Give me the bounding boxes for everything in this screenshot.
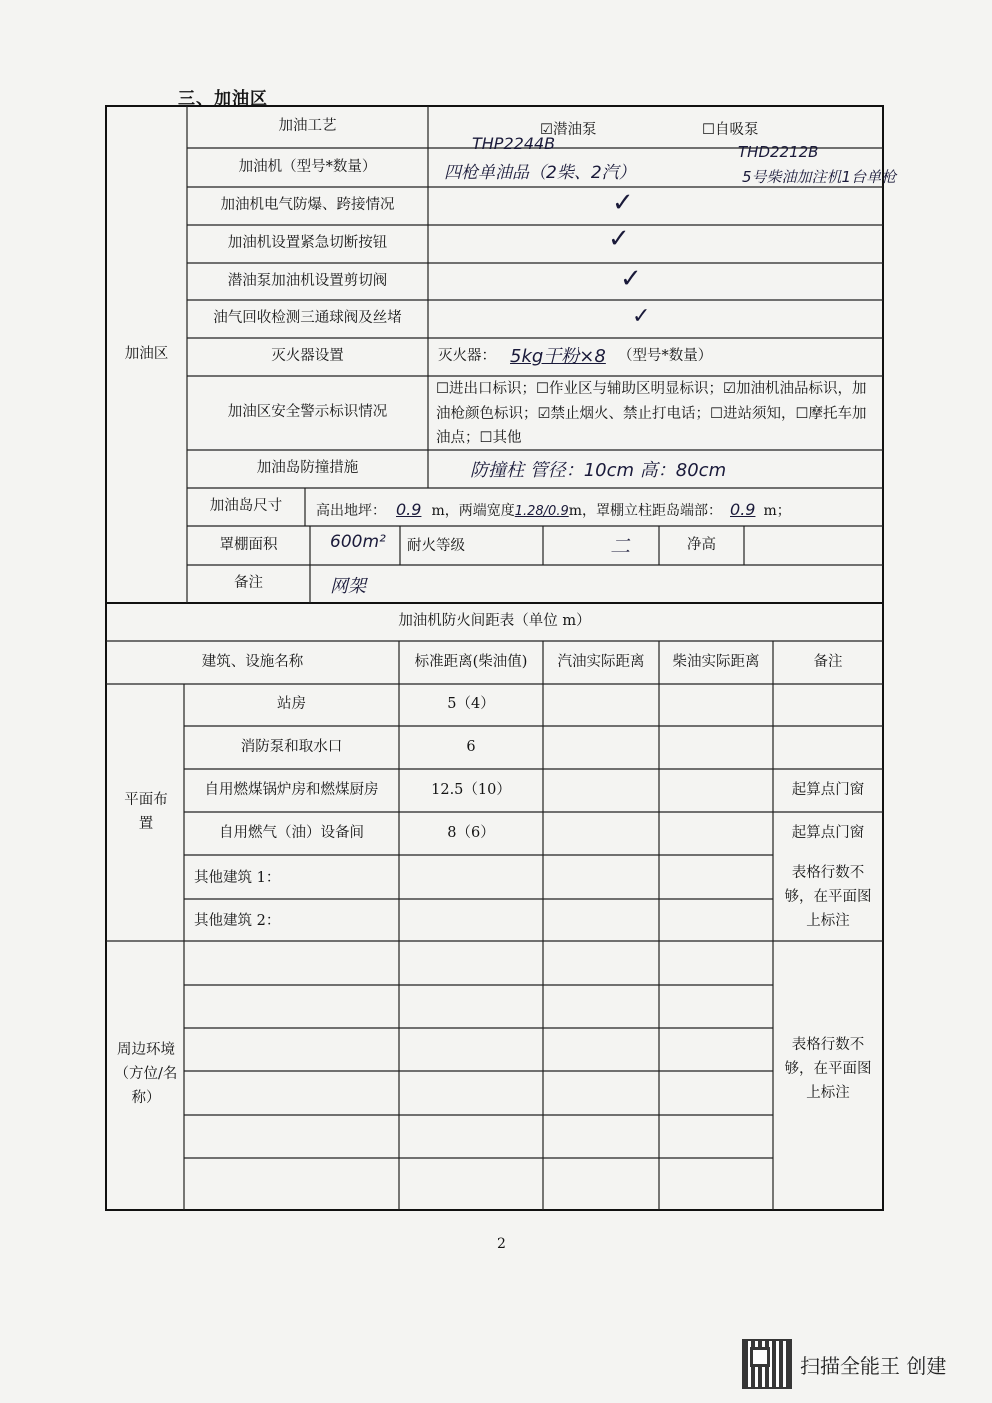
other-buildings-note: 表格行数不够，在平面图上标注 <box>784 865 872 929</box>
header-standard: 标准距离(柴油值) <box>414 653 528 670</box>
island-column-value: 0.9 <box>730 500 756 519</box>
remark-value: 网架 <box>330 576 366 597</box>
island-size-label: 加油岛尺寸 <box>209 498 283 515</box>
island-width-label: m，两端宽度 <box>431 503 515 519</box>
extinguisher-prefix: 灭火器： <box>438 348 496 364</box>
canopy-area-value: 600m² <box>330 532 386 552</box>
extinguisher-value: 5kg干粉×8 <box>510 346 606 367</box>
group-plan-layout: 平面布置 <box>124 792 168 832</box>
explosion-label: 加油机电气防爆、跨接情况 <box>220 197 395 214</box>
table-cell-remark: 起算点门窗 <box>791 824 865 841</box>
fire-rating-value: 二 <box>610 534 630 558</box>
section-title: 三、加油区 <box>178 89 268 109</box>
watermark-text: 扫描全能王 创建 <box>800 1353 947 1378</box>
island-height-label: 高出地坪： <box>316 503 386 519</box>
extinguisher-label: 灭火器设置 <box>271 348 344 365</box>
island-unit: m； <box>763 503 791 519</box>
signs-label: 加油区安全警示标识情况 <box>227 404 388 421</box>
dispenser-model-b: THD2212B <box>738 143 819 161</box>
island-height-value: 0.9 <box>396 500 422 519</box>
header-gasoline: 汽油实际距离 <box>557 653 645 670</box>
page-number: 2 <box>497 1236 506 1252</box>
emergency-check: ✓ <box>608 224 630 254</box>
header-diesel: 柴油实际距离 <box>672 653 760 670</box>
process-option-submersible: ☑潜油泵 <box>540 122 597 138</box>
signs-options: ☐进出口标识；☐作业区与辅助区明显标识；☑加油机油品标识，加油枪颜色标识；☑禁止烟火、禁止打电话；☐进站须知，☐摩托车加油点；☐其他 <box>436 381 867 447</box>
remark-label: 备注 <box>234 575 263 592</box>
table-row: 消防泵和取水口 <box>240 738 343 755</box>
canopy-area-label: 罩棚面积 <box>219 536 278 553</box>
group-surroundings: 周边环境（方位/名称） <box>114 1042 178 1106</box>
table-row: 自用燃煤锅炉房和燃煤厨房 <box>204 781 379 798</box>
process-option-self-priming: ☐自吸泵 <box>702 122 759 138</box>
collision-label: 加油岛防撞措施 <box>256 460 359 477</box>
table-row: 其他建筑 1： <box>194 870 281 886</box>
shear-valve-check: ✓ <box>620 264 642 294</box>
island-column-label: m，罩棚立柱距岛端部： <box>568 503 723 519</box>
header-name: 建筑、设施名称 <box>201 653 304 670</box>
table-cell-standard: 12.5（10） <box>431 781 511 798</box>
emergency-label: 加油机设置紧急切断按钮 <box>227 235 388 252</box>
table-cell-standard: 5（4） <box>447 696 495 713</box>
dispenser-model-a: THP2244B <box>472 134 556 153</box>
clear-height-label: 净高 <box>687 536 716 553</box>
table-row: 站房 <box>277 696 306 713</box>
shear-valve-label: 潜油泵加油机设置剪切阀 <box>227 272 388 289</box>
distance-table-title: 加油机防火间距表（单位 m） <box>398 613 591 630</box>
island-size-line <box>316 496 791 524</box>
qr-code-icon <box>742 1339 792 1389</box>
table-cell-standard: 8（6） <box>447 824 495 841</box>
dispenser-desc-a: 四枪单油品（2柴、2汽） <box>444 163 636 183</box>
dispenser-label: 加油机（型号*数量） <box>238 158 377 175</box>
table-row: 自用燃气（油）设备间 <box>219 824 364 841</box>
dispenser-desc-b: 5号柴油加注机1台单枪 <box>742 168 897 186</box>
scanner-watermark <box>742 1340 946 1388</box>
island-width-value: 1.28/0.9 <box>514 504 569 519</box>
table-row: 其他建筑 2： <box>194 913 281 929</box>
fire-rating-label: 耐火等级 <box>407 538 465 554</box>
table-cell-standard: 6 <box>466 738 476 755</box>
table-cell-remark: 起算点门窗 <box>791 781 865 798</box>
collision-value: 防撞柱 管径：10cm 高：80cm <box>470 460 727 481</box>
explosion-check: ✓ <box>612 188 634 218</box>
surroundings-note: 表格行数不够，在平面图上标注 <box>784 1037 872 1101</box>
vapor-recovery-check: ✓ <box>632 304 651 329</box>
vapor-recovery-label: 油气回收检测三通球阀及丝堵 <box>213 310 402 327</box>
area-label: 加油区 <box>124 345 169 362</box>
header-remark: 备注 <box>813 653 843 670</box>
process-label: 加油工艺 <box>278 118 337 135</box>
extinguisher-suffix: （型号*数量） <box>618 348 713 364</box>
